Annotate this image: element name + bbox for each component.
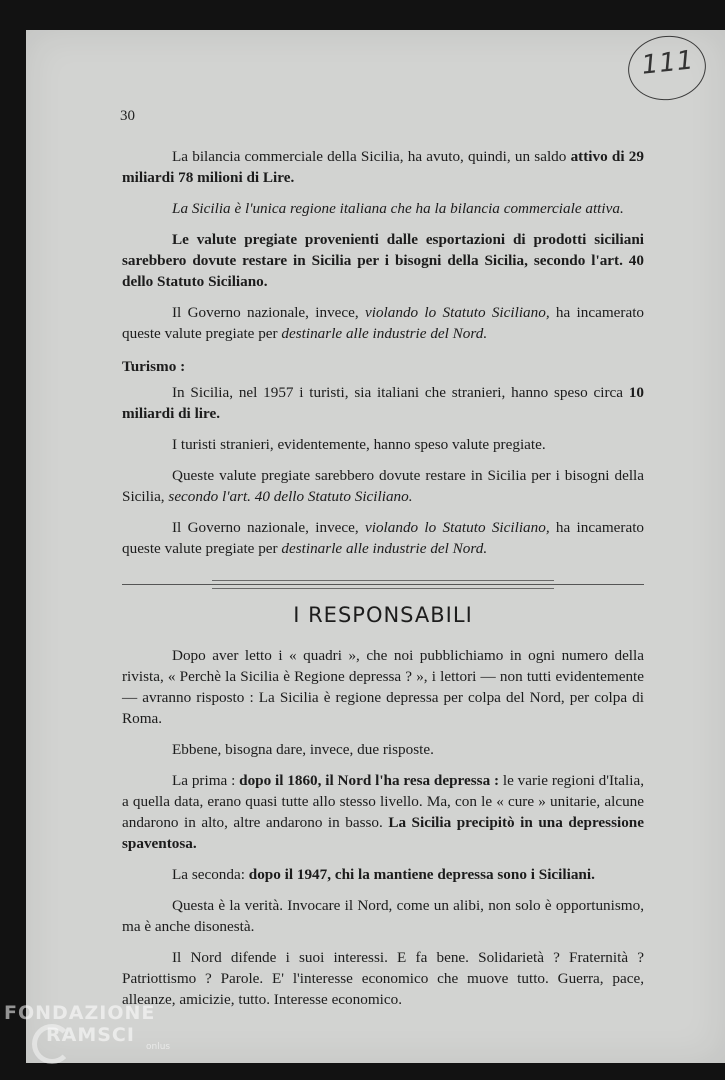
paragraph: In Sicilia, nel 1957 i turisti, sia italiani che stranieri, hanno speso circa 10 miliardi di lire. [122,384,644,422]
g-logo-icon [32,1024,72,1064]
paragraph: La bilancia commerciale della Sicilia, ha avuto, quindi, un saldo attivo di 29 miliardi 78 milioni di Lire. [122,148,644,186]
paragraph: Dopo aver letto i « quadri », che noi pubblichiamo in ogni numero della rivista, « Perchè la Sicilia è Regione depressa ? », i lettori — non tutti evidentemente — avranno risposto : La Sicilia è regione depressa per colpa del Nord, per colpa di Roma. [122,647,644,727]
section-heading-turismo: Turismo : [122,358,186,375]
paragraph: Ebbene, bisogna dare, invece, due risposte. [172,741,434,758]
paragraph: Questa è la verità. Invocare il Nord, come un alibi, non solo è opportunismo, ma è anche disonestà. [122,897,644,935]
paragraph: La seconda: dopo il 1947, chi la mantiene depressa sono i Siciliani. [172,866,595,883]
watermark-logo: FONDAZIONE RAMSCI onlus [4,1002,170,1052]
paragraph-italic: La Sicilia è l'unica regione italiana che ha la bilancia commerciale attiva. [172,200,624,217]
section-divider [122,579,644,591]
paragraph: Il Governo nazionale, invece, violando lo Statuto Siciliano, ha incamerato queste valute pregiate per destinarle alle industrie del Nord. [122,304,645,342]
paragraph: Il Nord difende i suoi interessi. E fa bene. Solidarietà ? Fraternità ? Patriottismo ? Parole. E' l'interesse economico che muove tutto. Guerra, pace, alleanze, amicizie, tutto. Interesse economico. [122,949,644,1008]
section-title: I RESPONSABILI [293,603,473,627]
paragraph: I turisti stranieri, evidentemente, hanno speso valute pregiate. [172,436,546,453]
paragraph: Il Governo nazionale, invece, violando lo Statuto Siciliano, ha incamerato queste valute pregiate per destinarle alle industrie del Nord. [122,519,645,557]
paragraph: La prima : dopo il 1860, il Nord l'ha resa depressa : le varie regioni d'Italia, a quella data, erano quasi tutte allo stesso livello. Ma, con le « cure » unitarie, alcune andarono in alto, altre andarono in basso. La Sicilia precipitò in una depressione spaventosa. [122,772,644,852]
page-content [122,146,644,1020]
paragraph: Queste valute pregiate sarebbero dovute restare in Sicilia per i bisogni della Sicilia, secondo l'art. 40 dello Statuto Siciliano. [122,467,644,505]
paragraph-bold: Le valute pregiate provenienti dalle esportazioni di prodotti siciliani sarebbero dovute restare in Sicilia per i bisogni della Sicilia, secondo l'art. 40 dello Statuto Siciliano. [122,231,644,290]
archive-number: 111 [640,45,696,81]
page-number: 30 [120,108,135,124]
